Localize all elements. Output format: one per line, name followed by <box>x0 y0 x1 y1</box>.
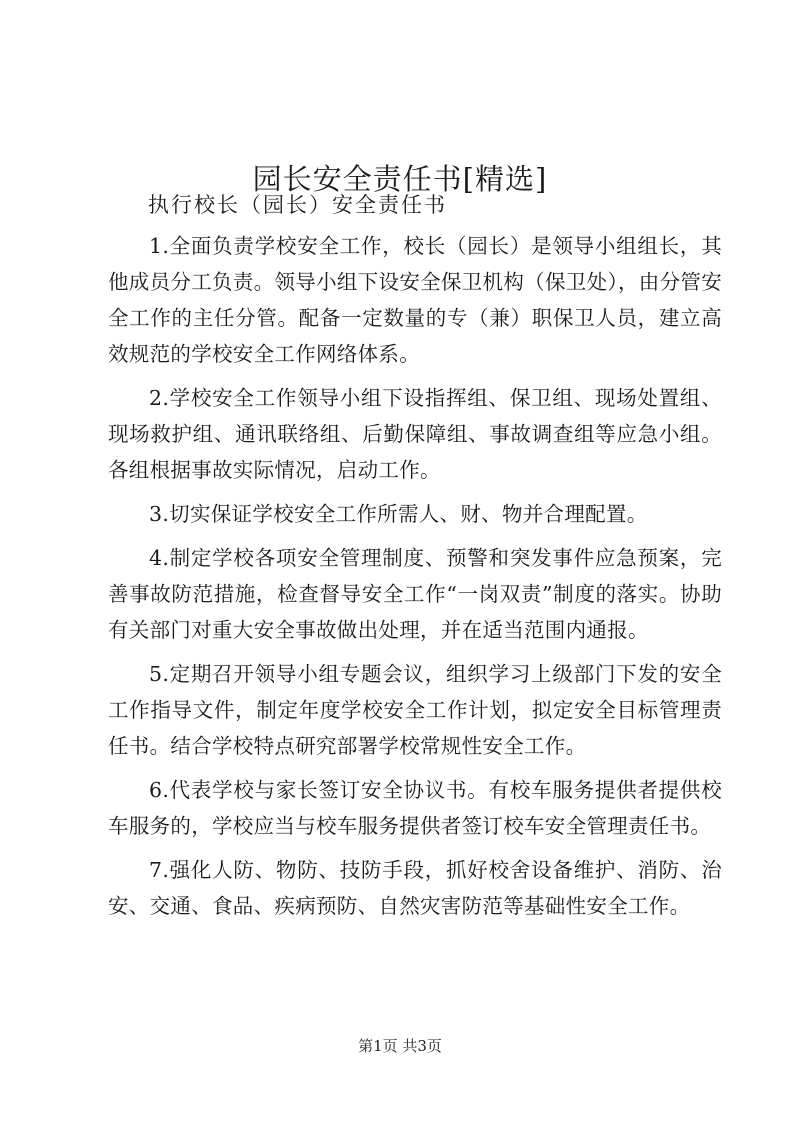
paragraph-1: 1.全面负责学校安全工作，校长（园长）是领导小组组长，其他成员分工负责。领导小组下设安全保卫机构（保卫处），由分管安全工作的主任分管。配备一定数量的专（兼）职保卫人员，建立高效规范的学校安全工作网络体系。 <box>108 234 722 366</box>
document-title: 园长安全责任书[精选] <box>252 162 548 197</box>
document-body <box>108 228 722 932</box>
paragraph-5: 5.定期召开领导小组专题会议，组织学习上级部门下发的安全工作指导文件，制定年度学校安全工作计划，拟定安全目标管理责任书。结合学校特点研究部署学校常规性安全工作。 <box>108 662 722 758</box>
paragraph-3: 3.切实保证学校安全工作所需人、财、物并合理配置。 <box>149 502 648 526</box>
document-subtitle: 执行校长（园长）安全责任书 <box>148 193 447 217</box>
paragraph-6: 6.代表学校与家长签订安全协议书。有校车服务提供者提供校车服务的，学校应当与校车服务提供者签订校车安全管理责任书。 <box>108 778 722 838</box>
paragraph-7: 7.强化人防、物防、技防手段，抓好校舍设备维护、消防、治安、交通、食品、疾病预防、自然灾害防范等基础性安全工作。 <box>108 858 722 918</box>
page-number-footer: 第1页 共3页 <box>358 1037 442 1055</box>
paragraph-2: 2.学校安全工作领导小组下设指挥组、保卫组、现场处置组、现场救护组、通讯联络组、后勤保障组、事故调查组等应急小组。各组根据事故实际情况，启动工作。 <box>108 386 722 482</box>
paragraph-4: 4.制定学校各项安全管理制度、预警和突发事件应急预案，完善事故防范措施，检查督导安全工作“一岗双责”制度的落实。协助有关部门对重大安全事故做出处理，并在适当范围内通报。 <box>108 546 722 642</box>
